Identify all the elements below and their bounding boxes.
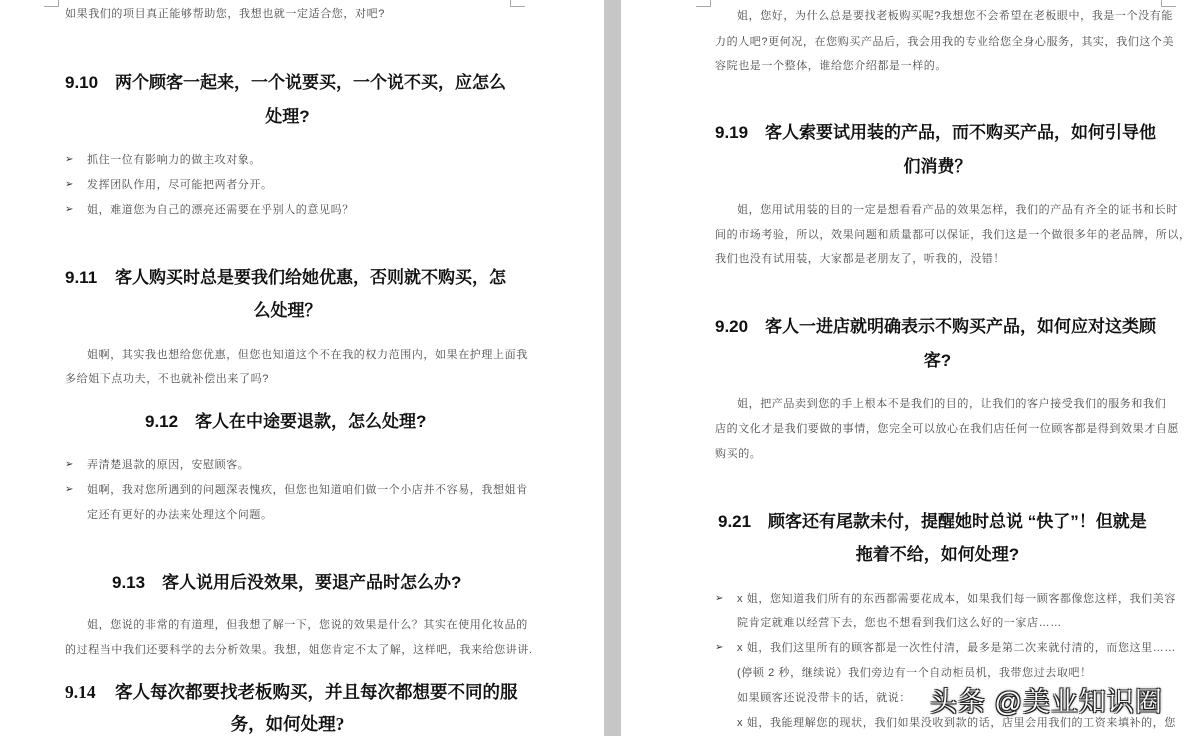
bullet-item: x 姐，您知道我们所有的东西都需要花成本，如果我们每一顾客都像您这样，我们美容 bbox=[737, 593, 1176, 605]
heading-continuation: 处理? bbox=[265, 107, 310, 126]
heading-9-10 bbox=[65, 72, 506, 94]
paragraph-line: 如果顾客还说没带卡的话，就说： bbox=[737, 692, 911, 704]
heading-text: 顾客还有尾款未付，提醒她时总说 “快了”！但就是 bbox=[768, 512, 1147, 531]
heading-9-12 bbox=[145, 411, 426, 433]
paragraph-line: 购买的。 bbox=[715, 448, 762, 460]
paragraph-line: x 姐，我能理解您的现状，我们如果没收到款的话，店里会用我们的工资来填补的，您 bbox=[737, 717, 1176, 729]
bullet-arrow-icon: ➢ bbox=[65, 484, 74, 495]
crop-mark bbox=[696, 0, 711, 7]
paragraph-line: 力的人吧?更何况，在您购买产品后，我会用我的专业给您全身心服务，其实，我们这个美 bbox=[715, 36, 1175, 48]
bullet-item: 姐，难道您为自己的漂亮还需要在乎别人的意见吗？ bbox=[87, 204, 354, 216]
crop-mark bbox=[510, 0, 525, 7]
bullet-item-continuation: (停顿 2 秒，继续说）我们旁边有一个自动柜员机，我带您过去取吧！ bbox=[737, 667, 1092, 679]
heading-text: 客人在中途要退款，怎么处理? bbox=[195, 412, 427, 431]
bullet-item: 姐啊，我对您所遇到的问题深表愧疚，但您也知道咱们做一个小店并不容易，我想姐肯 bbox=[87, 484, 528, 496]
paragraph-line: 店的文化才是我们要做的事情，您完全可以放心在我们店任何一位顾客都是得到效果才自愿 bbox=[715, 423, 1179, 435]
bullet-item: 发挥团队作用，尽可能把两者分开。 bbox=[87, 179, 273, 191]
heading-number: 9.14 bbox=[65, 682, 96, 702]
bullet-arrow-icon: ➢ bbox=[65, 154, 74, 165]
bullet-arrow-icon: ➢ bbox=[65, 204, 74, 215]
bullet-item: 弄清楚退款的原因，安慰顾客。 bbox=[87, 459, 250, 471]
heading-continuation: 务，如何处理? bbox=[230, 714, 345, 734]
heading-9-21 bbox=[718, 511, 1147, 533]
heading-number: 9.13 bbox=[112, 573, 146, 592]
bullet-arrow-icon: ➢ bbox=[65, 459, 74, 470]
crop-mark bbox=[1161, 0, 1176, 7]
paragraph-line: 姐，您好，为什么总是要找老板购买呢?我想您不会希望在老板眼中，我是一个没有能 bbox=[737, 10, 1173, 22]
heading-9-13 bbox=[112, 572, 461, 594]
heading-9-14 bbox=[65, 681, 518, 703]
paragraph-line: 姐，您说的非常的有道理，但我想了解一下，您说的效果是什么？其实在使用化妆品的 bbox=[87, 619, 528, 631]
paragraph-line: 姐，您用试用装的目的一定是想看看产品的效果怎样，我们的产品有齐全的证书和长时 bbox=[737, 204, 1178, 216]
crop-mark bbox=[44, 0, 59, 7]
paragraph-line: 如果我们的项目真正能够帮助您，我想也就一定适合您，对吧? bbox=[65, 8, 385, 20]
bullet-arrow-icon: ➢ bbox=[715, 593, 724, 604]
bullet-item: 抓住一位有影响力的做主攻对象。 bbox=[87, 154, 261, 166]
paragraph-line: 多给姐下点功夫，不也就补偿出来了吗? bbox=[65, 373, 269, 385]
heading-text: 客人索要试用装的产品，而不购买产品，如何引导他 bbox=[765, 123, 1156, 142]
heading-continuation: 拖着不给，如何处理? bbox=[855, 545, 1020, 564]
heading-continuation: 客? bbox=[923, 351, 952, 370]
heading-text: 客人一进店就明确表示不购买产品，如何应对这类顾 bbox=[765, 317, 1156, 336]
paragraph-line: 容院也是一个整体，谁给您介绍都是一样的。 bbox=[715, 60, 947, 72]
heading-text: 两个顾客一起来，一个说要买，一个说不买，应怎么 bbox=[115, 73, 506, 92]
heading-number: 9.19 bbox=[715, 123, 749, 142]
heading-text: 客人每次都要找老板购买，并且每次都想要不同的服 bbox=[115, 682, 518, 702]
paragraph-line: 我们也没有试用装，大家都是老朋友了，听我的，没错！ bbox=[715, 253, 1005, 265]
heading-number: 9.21 bbox=[718, 512, 752, 531]
watermark: 头条 @美业知识圈 bbox=[930, 687, 1163, 717]
paragraph-line: 姐啊，其实我也想给您优惠，但您也知道这个不在我的权力范围内，如果在护理上面我 bbox=[87, 349, 528, 361]
heading-9-11 bbox=[65, 267, 506, 289]
heading-number: 9.10 bbox=[65, 73, 99, 92]
bullet-item-continuation: 院肯定就难以经营下去，您也不想看到我们这么好的一家店…… bbox=[737, 617, 1062, 629]
heading-number: 9.12 bbox=[145, 412, 179, 431]
heading-number: 9.11 bbox=[65, 268, 98, 287]
bullet-arrow-icon: ➢ bbox=[715, 642, 724, 653]
paragraph-line: 间的市场考验，所以，效果问题和质量都可以保证，我们这是一个做很多年的老品牌，所以， bbox=[715, 229, 1191, 241]
heading-number: 9.20 bbox=[715, 317, 749, 336]
bullet-item-continuation: 定还有更好的办法来处理这个问题。 bbox=[87, 509, 273, 521]
heading-text: 客人说用后没效果，要退产品时怎么办? bbox=[162, 573, 462, 592]
bullet-item: x 姐，我们这里所有的顾客都是一次性付清，最多是第二次来就付清的，而您这里…… bbox=[737, 642, 1176, 654]
paragraph-line: 的过程当中我们还要科学的去分析效果。我想，姐您肯定不太了解，这样吧，我来给您讲讲. bbox=[65, 644, 533, 656]
heading-9-20 bbox=[715, 316, 1156, 338]
heading-continuation: 么处理？ bbox=[253, 301, 322, 320]
heading-9-19 bbox=[715, 122, 1156, 144]
heading-text: 客人购买时总是要我们给她优惠，否则就不购买，怎 bbox=[115, 268, 506, 287]
bullet-arrow-icon: ➢ bbox=[65, 179, 74, 190]
heading-continuation: 们消费？ bbox=[903, 157, 972, 176]
paragraph-line: 姐，把产品卖到您的手上根本不是我们的目的，让我们的客户接受我们的服务和我们 bbox=[737, 398, 1167, 410]
